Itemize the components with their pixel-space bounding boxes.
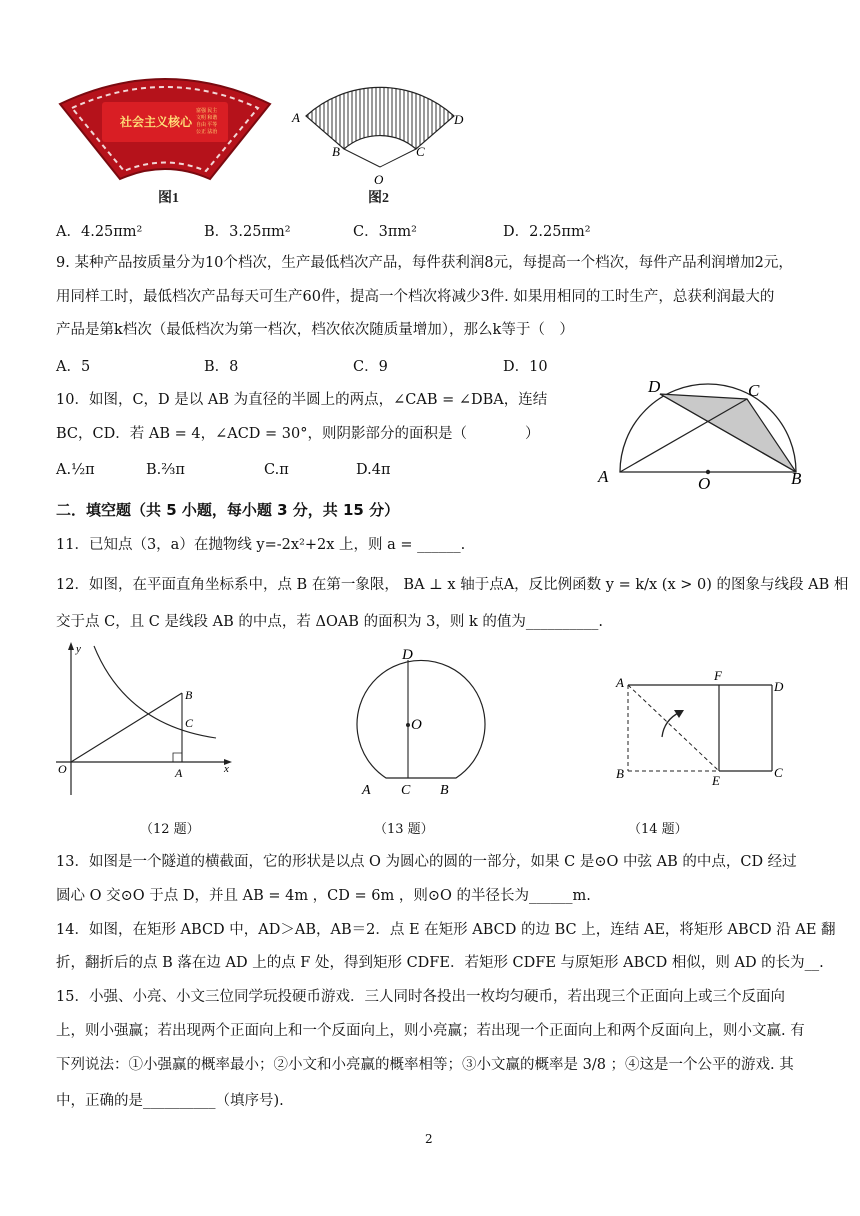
svg-text:x: x <box>224 763 229 775</box>
svg-text:富强 民主: 富强 民主 <box>196 109 218 114</box>
q9-option-d[interactable]: D．10 <box>503 359 548 375</box>
q10-line1: 10．如图，C，D 是以 AB 为直径的半圆上的两点，∠CAB = ∠DBA，连结 <box>56 392 548 408</box>
svg-text:O: O <box>411 717 422 733</box>
fig10-semicircle <box>592 372 812 490</box>
svg-text:自由 平等: 自由 平等 <box>196 123 218 128</box>
svg-text:公正 法治: 公正 法治 <box>196 130 218 135</box>
q15-line3: 下列说法：①小强赢的概率最小；②小文和小亮赢的概率相等；③小文赢的概率是 3/8 ；④这是一个公平的游戏. 其 <box>56 1057 794 1073</box>
q12-line1: 12．如图，在平面直角坐标系中，点 B 在第一象限， BA ⊥ x 轴于点A，反比例函数 y = k/x (x > 0) 的图象与线段 AB 相 <box>56 577 849 593</box>
svg-text:B: B <box>185 688 193 702</box>
fig12-caption: （12 题） <box>140 822 200 837</box>
svg-text:F: F <box>714 668 722 683</box>
section2-heading: 二．填空题（共 5 小题，每小题 3 分，共 15 分） <box>56 501 400 519</box>
q8-option-c[interactable]: C．3πm² <box>353 224 417 240</box>
q15-line2: 上，则小强赢；若出现两个正面向上和一个反面向上，则小亮赢；若出现一个正面向上和两个反面向上，则小文赢. 有 <box>56 1023 805 1039</box>
q10-option-b[interactable]: B.⅔π <box>146 462 185 478</box>
q13-line2: 圆心 O 交⊙O 于点 D，并且 AB = 4m ，CD = 6m ，则⊙O 的半径长为______m. <box>56 888 591 904</box>
svg-text:D: D <box>454 112 464 127</box>
q15-line1: 15．小强、小亮、小文三位同学玩投硬币游戏．三人同时各投出一枚均匀硬币，若出现三个正面向上或三个反面向 <box>56 989 785 1005</box>
svg-text:y: y <box>76 643 81 655</box>
q9-option-a[interactable]: A．5 <box>56 359 91 375</box>
q14-line2: 折，翻折后的点 B 落在边 AD 上的点 F 处，得到矩形 CDFE．若矩形 CDFE 与原矩形 ABCD 相似，则 AD 的长为__. <box>56 955 824 971</box>
svg-text:A: A <box>175 766 183 780</box>
svg-text:D: D <box>648 377 661 396</box>
svg-text:C: C <box>185 716 194 730</box>
caption-fig1: 图1 <box>158 191 179 206</box>
q9-option-c[interactable]: C．9 <box>353 359 388 375</box>
fig13-caption: （13 题） <box>374 822 434 837</box>
svg-text:文明 和谐: 文明 和谐 <box>196 116 218 121</box>
svg-text:B: B <box>616 766 624 781</box>
q15-line4: 中，正确的是__________（填序号). <box>56 1093 284 1109</box>
svg-text:B: B <box>332 144 340 159</box>
q8-option-d[interactable]: D．2.25πm² <box>503 224 591 240</box>
fig13-tunnel-circle <box>338 640 488 802</box>
fig2-annulus-sector <box>286 74 476 209</box>
q10-option-d[interactable]: D.4π <box>356 462 391 478</box>
fig14-rectangle-fold <box>604 660 804 790</box>
fig14-caption: （14 题） <box>628 822 688 837</box>
svg-text:A: A <box>292 110 300 125</box>
q10-option-a[interactable]: A.½π <box>56 462 95 478</box>
q8-option-b[interactable]: B．3.25πm² <box>204 224 291 240</box>
svg-text:C: C <box>401 783 411 798</box>
q13-line1: 13．如图是一个隧道的横截面，它的形状是以点 O 为圆心的圆的一部分，如果 C 是⊙O 中弦 AB 的中点，CD 经过 <box>56 854 797 870</box>
q9-line3: 产品是第k档次（最低档次为第一档次，档次依次随质量增加），那么k等于（ ） <box>56 322 574 338</box>
q8-option-a[interactable]: A．4.25πm² <box>56 224 143 240</box>
svg-text:B: B <box>440 783 449 798</box>
svg-text:O: O <box>374 172 384 187</box>
svg-text:B: B <box>791 469 802 488</box>
q14-line1: 14．如图，在矩形 ABCD 中，AD＞AB，AB＝2．点 E 在矩形 ABCD 的边 BC 上，连结 AE，将矩形 ABCD 沿 AE 翻 <box>56 922 836 938</box>
q12-line2: 交于点 C，且 C 是线段 AB 的中点，若 ΔOAB 的面积为 3，则 k 的值为__________. <box>56 614 604 630</box>
svg-text:E: E <box>712 773 720 788</box>
svg-text:O: O <box>58 762 67 776</box>
fig12-coordinate-plane <box>56 640 236 802</box>
svg-text:C: C <box>748 381 760 400</box>
svg-text:A: A <box>362 783 371 798</box>
fig1-fan-image <box>50 74 280 209</box>
svg-text:A: A <box>616 675 624 690</box>
q10-option-c[interactable]: C.π <box>264 462 289 478</box>
q9-option-b[interactable]: B．8 <box>204 359 239 375</box>
caption-fig2: 图2 <box>368 191 389 206</box>
svg-text:D: D <box>402 647 413 663</box>
fan-banner-text: 社会主义核心 <box>120 115 193 129</box>
page-number: 2 <box>425 1132 433 1146</box>
q9-line2: 用同样工时，最低档次产品每天可生产60件，提高一个档次将减少3件. 如果用相同的工时生产，总获利润最大的 <box>56 289 775 305</box>
svg-text:D: D <box>774 679 784 694</box>
svg-text:C: C <box>416 144 425 159</box>
q11: 11．已知点（3，a）在抛物线 y=-2x²+2x 上，则 a = ______. <box>56 537 466 553</box>
q9-line1: 9. 某种产品按质量分为10个档次，生产最低档次产品，每件获利润8元，每提高一个档次，每件产品利润增加2元， <box>56 255 793 271</box>
svg-text:C: C <box>774 765 783 780</box>
svg-text:O: O <box>698 474 711 490</box>
q10-line2: BC，CD．若 AB = 4，∠ACD = 30°，则阴影部分的面积是（ ） <box>56 426 540 442</box>
svg-text:A: A <box>598 467 609 486</box>
